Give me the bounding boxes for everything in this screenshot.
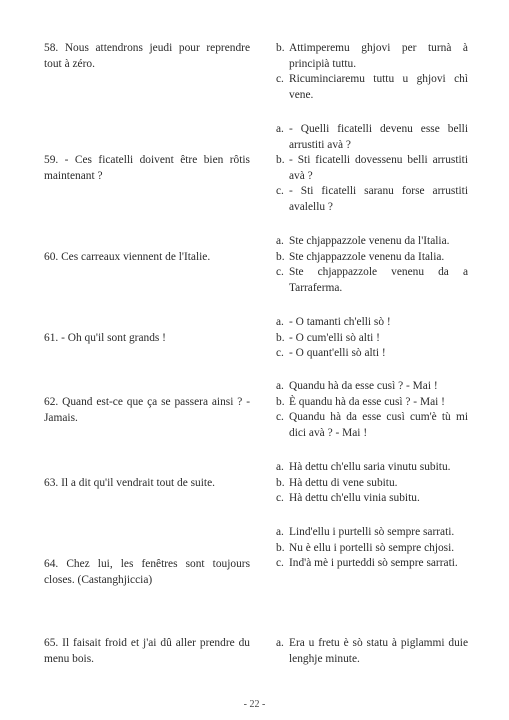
option-text: Attimperemu ghjovi per turnà à principià tuttu. xyxy=(289,42,468,70)
option-text: - Sti ficatelli dovessenu belli arrustiti avà ? xyxy=(289,154,468,182)
option-text: - O quant'elli sò alti ! xyxy=(289,347,386,360)
option-text: Ricuminciaremu tuttu u ghjovi chì vene. xyxy=(289,73,468,101)
option-letter: b. xyxy=(276,395,285,408)
option-58-c xyxy=(276,72,468,103)
options-62 xyxy=(276,379,468,441)
options-61 xyxy=(276,315,468,362)
option-text: Hà dettu di vene subitu. xyxy=(289,476,398,489)
option-letter: c. xyxy=(276,557,284,570)
option-text: Ste chjappazzole venenu da a Tarraferma. xyxy=(289,266,468,294)
option-59-a xyxy=(276,122,468,153)
option-text: Ind'à mè i purteddi sò sempre sarrati. xyxy=(289,557,458,570)
question-58: 58. Nous attendrons jeudi pour reprendre tout à zéro. xyxy=(44,42,250,70)
option-text: Era u fretu è sò statu à piglammi duie lenghje minute. xyxy=(289,637,468,665)
option-60-b xyxy=(276,250,468,266)
option-letter: b. xyxy=(276,42,285,54)
option-text: Nu è ellu i portelli sò sempre chjosi. xyxy=(289,541,455,554)
option-61-a xyxy=(276,315,468,331)
option-text: Lind'ellu i purtelli sò sempre sarrati. xyxy=(289,526,455,538)
option-letter: b. xyxy=(276,476,285,489)
option-letter: a. xyxy=(276,316,284,328)
question-61: 61. - Oh qu'il sont grands ! xyxy=(44,332,166,344)
option-letter: c. xyxy=(276,411,284,424)
option-text: Ste chjappazzole venenu da Italia. xyxy=(289,250,445,263)
options-60 xyxy=(276,234,468,296)
question-59: 59. - Ces ficatelli doivent être bien rôtis maintenant ? xyxy=(44,154,250,182)
option-letter: c. xyxy=(276,73,284,86)
option-63-c xyxy=(276,491,468,507)
options-65 xyxy=(276,636,468,667)
option-letter: a. xyxy=(276,461,284,473)
option-text: - Sti ficatelli saranu forse arrustiti avalellu ? xyxy=(289,185,468,213)
option-text: - O cum'elli sò alti ! xyxy=(289,331,380,344)
option-letter: c. xyxy=(276,185,284,198)
option-63-b xyxy=(276,476,468,492)
option-letter: b. xyxy=(276,331,285,344)
option-text: - Quelli ficatelli devenu esse belli arrustiti avà ? xyxy=(289,123,468,151)
option-62-b xyxy=(276,395,468,411)
option-letter: b. xyxy=(276,250,285,263)
option-letter: a. xyxy=(276,380,284,392)
option-text: Hà dettu ch'ellu vinia subitu. xyxy=(289,492,420,505)
option-text: Quandu hà da esse cusì ? - Mai ! xyxy=(289,380,438,392)
options-59 xyxy=(276,122,468,216)
question-63: 63. Il a dit qu'il vendrait tout de suite. xyxy=(44,477,215,489)
option-59-c xyxy=(276,184,468,215)
option-letter: c. xyxy=(276,266,284,279)
option-letter: a. xyxy=(276,637,284,649)
options-58 xyxy=(276,41,468,103)
option-text: Ste chjappazzole venenu da l'Italia. xyxy=(289,235,450,247)
option-text: - O tamanti ch'elli sò ! xyxy=(289,316,391,328)
option-letter: a. xyxy=(276,526,284,538)
option-61-c xyxy=(276,346,468,362)
option-60-a xyxy=(276,234,468,250)
option-64-a xyxy=(276,525,468,541)
option-letter: c. xyxy=(276,347,284,360)
option-60-c xyxy=(276,265,468,296)
option-64-c xyxy=(276,556,468,572)
question-62: 62. Quand est-ce que ça se passera ainsi ? - Jamais. xyxy=(44,396,250,424)
option-text: È quandu hà da esse cusì ? - Mai ! xyxy=(289,395,445,408)
option-text: Quandu hà da esse cusì cum'è tù mi dici avà ? - Mai ! xyxy=(289,411,468,439)
option-58-b xyxy=(276,41,468,72)
option-text: Hà dettu ch'ellu saria vinutu subitu. xyxy=(289,461,451,473)
option-61-b xyxy=(276,331,468,347)
question-60: 60. Ces carreaux viennent de l'Italie. xyxy=(44,251,211,263)
option-64-b xyxy=(276,541,468,557)
option-letter: a. xyxy=(276,123,284,135)
option-letter: a. xyxy=(276,235,284,247)
option-letter: b. xyxy=(276,541,285,554)
option-62-c xyxy=(276,410,468,441)
option-63-a xyxy=(276,460,468,476)
option-letter: c. xyxy=(276,492,284,505)
option-62-a xyxy=(276,379,468,395)
options-64 xyxy=(276,525,468,572)
option-65-a xyxy=(276,636,468,667)
options-63 xyxy=(276,460,468,507)
question-65: 65. Il faisait froid et j'ai dû aller prendre du menu bois. xyxy=(44,637,250,665)
question-64: 64. Chez lui, les fenêtres sont toujours closes. (Castanghjiccia) xyxy=(44,558,250,586)
option-letter: b. xyxy=(276,154,285,167)
page-number: - 22 - xyxy=(243,699,266,710)
option-59-b xyxy=(276,153,468,184)
